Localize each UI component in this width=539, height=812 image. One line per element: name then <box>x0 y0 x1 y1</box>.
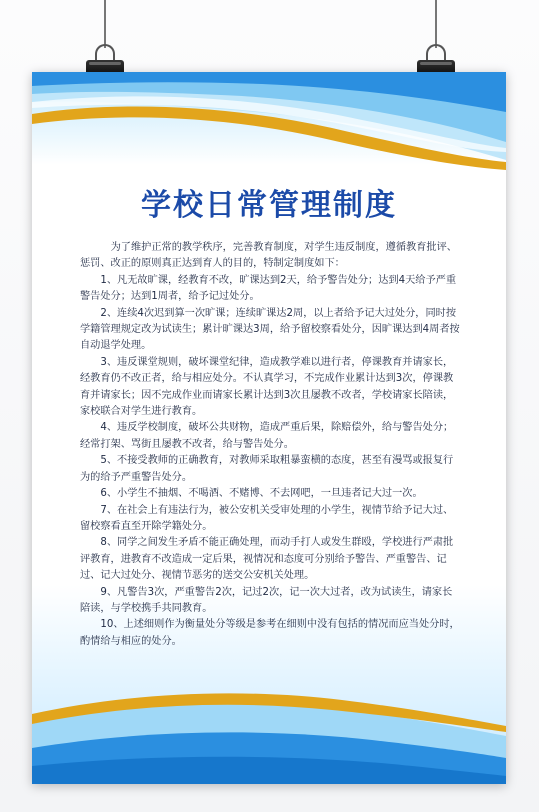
hanging-wire-right <box>435 0 437 48</box>
rule-item: 7、在社会上有违法行为，被公安机关受审处理的小学生，视情节给予记大过、留校察看直至开除学籍处分。 <box>80 504 454 532</box>
rule-item: 9、凡警告3次，严重警告2次，记过2次，记一次大过者，改为试读生，请家长陪读，与学校携手共同教育。 <box>80 586 453 614</box>
rule-item: 1、凡无故旷课，经教育不改，旷课达到2天，给予警告处分；达到4天给予严重警告处分；达到1周者，给予记过处分。 <box>80 274 457 303</box>
rule-item: 2、连续4次迟到算一次旷课；连续旷课达2周，以上者给予记大过处分，同时按学籍管理规定改为试读生；累计旷课达3周，给予留校察看处分，因旷课达到4周者按自动退学处理。 <box>80 307 460 352</box>
top-wave-decoration <box>32 72 506 192</box>
page-title: 学校日常管理制度 <box>141 188 397 223</box>
rules-content <box>80 240 462 650</box>
rule-item: 3、违反课堂规则，破坏课堂纪律，造成教学难以进行者，停课教育并请家长，经教育仍不改正者，给与相应处分。不认真学习，不完成作业累计达到3次，停课教育并请家长；因不完成作业而请家长累计达到3次且屡教不改者，学校请家长陪读，家校联合对学生进行教育。 <box>80 356 454 418</box>
rule-item: 4、违反学校制度，破坏公共财物，造成严重后果，除赔偿外，给与警告处分；经常打架、骂街且屡教不改者，给与警告处分。 <box>80 422 454 450</box>
poster-board <box>32 72 506 784</box>
rule-item: 5、不接受教师的正确教育，对教师采取粗暴蛮横的态度，甚至有漫骂或报复行为的给予严重警告处分。 <box>80 455 454 483</box>
intro-paragraph: 为了维护正常的教学秩序，完善教育制度，对学生违反制度，遵循教育批评、惩罚、改正的原则真正达到育人的目的，特制定制度如下： <box>80 242 457 270</box>
bottom-wave-decoration <box>32 674 506 784</box>
rule-item: 10、上述细则作为衡量处分等级是参考在细则中没有包括的情况而应当处分时，酌情给与相应的处分。 <box>80 619 460 647</box>
hanging-wire-left <box>104 0 106 48</box>
rule-item: 8、同学之间发生矛盾不能正确处理，而动手打人或发生群殴，学校进行严肃批评教育，进教育不改造成一定后果，视情况和态度可分别给予警告、严重警告、记过、记大过处分、视情节恶劣的送交公安机关处理。 <box>80 537 454 582</box>
rule-item: 6、小学生不抽烟、不喝酒、不赌博、不去网吧，一旦违者记大过一次。 <box>100 488 423 500</box>
